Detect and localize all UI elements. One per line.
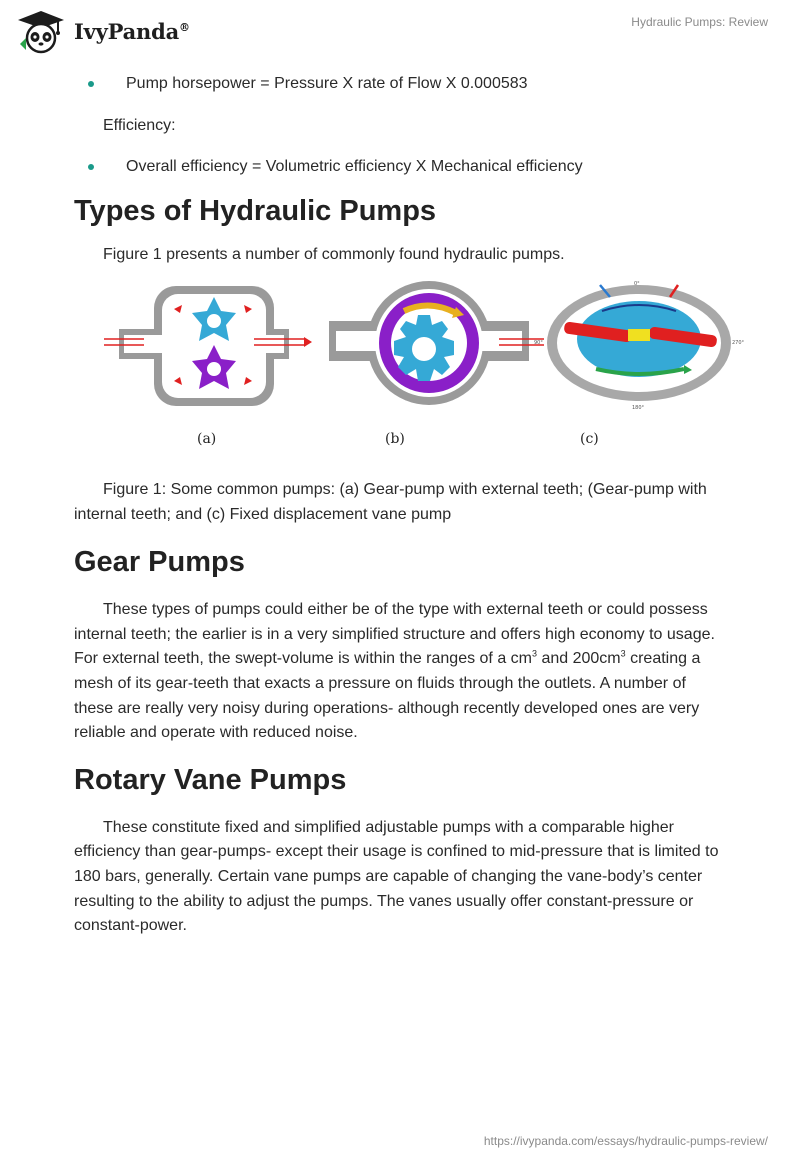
figure-label-a: (a) [197,431,217,447]
figure-label-c: (c) [580,431,599,447]
svg-text:90°: 90° [534,340,543,346]
source-url[interactable]: https://ivypanda.com/essays/hydraulic-pumps-review/ [483,1134,768,1148]
bullet-horsepower: Pump horsepower = Pressure X rate of Flow X 0.000583 [74,72,724,96]
external-gear-pump-diagram [104,286,312,406]
svg-text:180°: 180° [632,405,645,411]
bullet-icon [88,164,94,170]
efficiency-label: Efficiency: [103,117,176,134]
internal-gear-pump-diagram [329,281,544,405]
document-title: Hydraulic Pumps: Review [631,15,768,29]
heading-gear-pumps: Gear Pumps [74,546,245,579]
svg-text:0°: 0° [634,281,640,287]
vane-pumps-paragraph: These constitute fixed and simplified adjustable pumps with a comparable higher efficiency than gear-pumps- except their usage is confined to mid-pressure that is limited to 180 bars, generally. Certain vane pumps are capable of changing the vane-body’s center resulting to the ability to adjust the pumps. The vanes usually offer constant-pressure or constant-power. [74,818,719,935]
essay-body [74,70,744,939]
figure-caption: Figure 1: Some common pumps: (a) Gear-pump with external teeth; (Gear-pump with internal teeth; and (c) Fixed displacement vane pump [74,481,707,523]
vane-pump-diagram [534,281,744,411]
heading-rotary-vane-pumps: Rotary Vane Pumps [74,763,347,796]
pump-diagrams [104,281,744,431]
page-header [0,0,800,60]
figure-label-b: (b) [385,431,405,447]
ivypanda-logo[interactable] [14,8,190,54]
bullet-icon [88,81,94,87]
bullet-overall-efficiency: Overall efficiency = Volumetric efficiency X Mechanical efficiency [74,155,724,179]
gear-pumps-paragraph: These types of pumps could either be of the type with external teeth or could possess internal teeth; the earlier is in a very simplified structure and offers high economy to usage. For external teeth, the swept-volume is within the ranges of a $cm^3$ and $200cm^3$ creating a mesh of its gear-teeth that exacts a pressure on fluids through the outlets. A number of these are really very noisy during operations- although recently developed ones are very reliable and operate with reduced noise. [74,601,715,742]
figure-1 [104,281,764,461]
brand-name: IvyPanda® [74,18,190,44]
svg-text:270°: 270° [732,340,744,346]
heading-types: Types of Hydraulic Pumps [74,195,437,227]
panda-mascot-icon [14,8,68,54]
types-intro: Figure 1 presents a number of commonly found hydraulic pumps. [103,246,565,263]
